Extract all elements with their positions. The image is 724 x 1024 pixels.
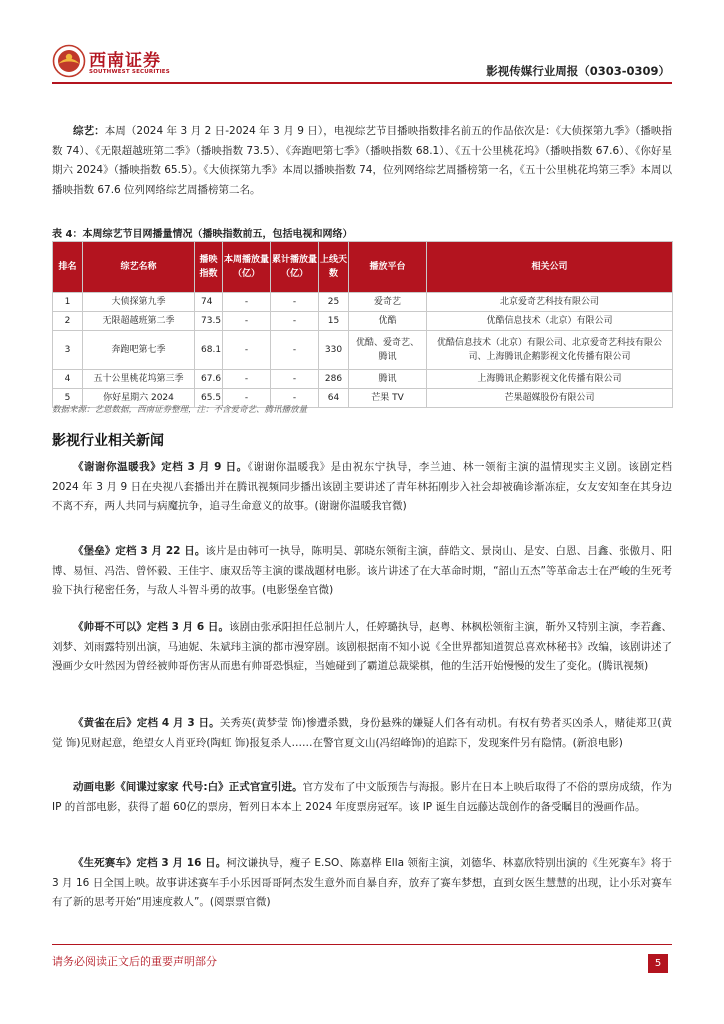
cell-total-views: - [271,370,319,389]
news-title: 动画电影《间谍过家家 代号:白》正式官宣引进。 [73,781,303,793]
table-row [53,370,673,389]
news-title: 《黄雀在后》定档 4 月 3 日。 [73,717,220,729]
brand-name-en: SOUTHWEST SECURITIES [89,69,170,75]
news-item [52,618,672,677]
cell-company: 优酷信息技术（北京）有限公司、北京爱奇艺科技有限公司、上海腾讯企鹅影视文化传播有限公司 [427,331,673,370]
footer-divider [52,944,672,945]
news-title: 《堡垒》定档 3 月 22 日。 [73,545,206,557]
col-header-total-views: 累计播放量（亿） [271,242,319,293]
table-row [53,312,673,331]
cell-weekly-views: - [223,389,271,408]
col-header-show-name: 综艺名称 [83,242,195,293]
cell-platform: 优酷 [349,312,427,331]
report-title: 影视传媒行业周报（0303-0309） [486,64,670,78]
southwest-securities-logo-icon [52,44,86,78]
cell-total-views: - [271,389,319,408]
cell-index: 65.5 [195,389,223,408]
col-header-rank: 排名 [53,242,83,293]
cell-rank: 4 [53,370,83,389]
section-title: 影视行业相关新闻 [52,433,164,449]
cell-show-name: 无限超越班第二季 [83,312,195,331]
cell-total-views: - [271,331,319,370]
table-header-row [53,242,673,293]
cell-platform: 优酷、爱奇艺、腾讯 [349,331,427,370]
news-body: 柯汶谦执导，瘦子 E.SO、陈嘉桦 Ella 领衔主演，刘德华、林嘉欣特别出演的《生死赛车》将于 3 月 16 日全国上映。故事讲述赛车手小乐因哥哥阿杰发生意外而自暴自弃，放弃了赛车梦想，直到女医生慧慧的出现，让小乐对赛车有了新的思考开始“用速度救人”。(阅票票官微) [52,857,672,908]
cell-platform: 爱奇艺 [349,293,427,312]
cell-days: 330 [319,331,349,370]
cell-index: 67.6 [195,370,223,389]
table-caption: 表 4：本周综艺节目网播量情况（播映指数前五，包括电视和网络） [52,229,353,240]
news-item [52,542,672,601]
cell-company: 优酷信息技术（北京）有限公司 [427,312,673,331]
cell-show-name: 奔跑吧第七季 [83,331,195,370]
news-title: 《帅哥不可以》定档 3 月 6 日。 [73,621,230,633]
footer-disclaimer: 请务必阅读正文后的重要声明部分 [52,955,217,968]
col-header-platform: 播放平台 [349,242,427,293]
cell-index: 73.5 [195,312,223,331]
cell-weekly-views: - [223,331,271,370]
col-header-index: 播映指数 [195,242,223,293]
table-source-note: 数据来源：艺恩数据，西南证券整理，注：不含爱奇艺、腾讯播放量 [52,405,308,415]
variety-table [52,241,672,408]
col-header-weekly-views: 本周播放量（亿） [223,242,271,293]
cell-rank: 3 [53,331,83,370]
cell-show-name: 五十公里桃花坞第三季 [83,370,195,389]
page-number: 5 [648,954,668,973]
cell-rank: 1 [53,293,83,312]
variety-paragraph [52,122,672,200]
table-row [53,293,673,312]
news-body: 官方发布了中文版预告与海报。影片在日本上映后取得了不俗的票房成绩，作为 IP 的首部电影，获得了超 60亿的票房，暂列日本本上 2024 年度票房冠军。该 IP 诞生自远藤达哉创作的备受瞩目的漫画作品。 [52,781,672,813]
news-item [52,714,672,753]
cell-rank: 2 [53,312,83,331]
cell-index: 74 [195,293,223,312]
news-body: 该剧由张承阳担任总制片人，任婷璐执导，赵粤、林枫松领衔主演，靳外又特别主演，李若鑫、刘梦、刘雨露特别出演，马迪妮、朱斌玮主演的都市漫穿剧。该剧根据南不知小说《全世界都知道贺总喜欢林秘书》改编，该剧讲述了漫画少女叶然因为曾经被帅哥伤害从而患有帅哥恐惧症，当她碰到了霸道总裁梁棋，他的生活开始慢慢的发生了变化。(腾讯视频) [52,621,673,672]
cell-index: 68.1 [195,331,223,370]
cell-company: 上海腾讯企鹅影视文化传播有限公司 [427,370,673,389]
cell-weekly-views: - [223,312,271,331]
news-body: 《谢谢你温暖我》是由祝东宁执导，李兰迪、林一领衔主演的温情现实主义剧。该剧定档 2024 年 3 月 9 日在央视八套播出并在腾讯视频同步播出该剧主要讲述了青年林拓刚步入社会却被确诊渐冻症，女友安知奎在其身边不离不弃，两人共同与病魔抗争，追寻生命意义的故事。(谢谢你温暖我官微) [52,461,672,512]
cell-weekly-views: - [223,370,271,389]
news-item [52,854,672,913]
col-header-company: 相关公司 [427,242,673,293]
brand-name-cn: 西南证券 [89,51,161,71]
news-title: 《生死赛车》定档 3 月 16 日。 [73,857,227,869]
variety-text: 本周（2024 年 3 月 2 日-2024 年 3 月 9 日），电视综艺节目播映指数排名前五的作品依次是：《大侦探第九季》（播映指数 74）、《无限超越班第二季》（播映指数 73.5）、《奔跑吧第七季》（播映指数 68.1）、《五十公里桃花坞》（播映指数 67.6）、《你好星期六 2024》（播映指数 65.5）。《大侦探第九季》本周以播映指数 74，位列网络综艺周播榜第一名，《五十公里桃花坞第三季》本周以播映指数 67.6 位列网络综艺周播榜第二名。 [52,125,672,196]
cell-days: 15 [319,312,349,331]
cell-days: 25 [319,293,349,312]
page-header [0,0,724,82]
header-divider [52,82,672,84]
news-body: 该片是由韩可一执导，陈明昊、郭晓东领衔主演，薛皓文、景岗山、是安、白恩、吕鑫、张傲月、阳博、易恒、冯浩、曾怀毅、王佳宇、康双岳等主演的谍战题材电影。该片讲述了在大革命时期，“韶山五杰”等革命志士在严峻的生死考验下执行秘密任务，与敌人斗智斗勇的故事。(电影堡垒官微) [52,545,672,596]
cell-weekly-views: - [223,293,271,312]
table-row [53,331,673,370]
cell-company: 芒果超媒股份有限公司 [427,389,673,408]
cell-show-name: 大侦探第九季 [83,293,195,312]
news-item [52,458,672,517]
cell-days: 286 [319,370,349,389]
cell-rank: 5 [53,389,83,408]
variety-label: 综艺： [73,125,105,137]
cell-show-name: 你好星期六 2024 [83,389,195,408]
col-header-days: 上线天数 [319,242,349,293]
news-body: 关秀英(黄梦莹 饰)惨遭杀戮，身份悬殊的嫌疑人们各有动机。有权有势者买凶杀人，赌徒郑卫(黄觉 饰)见财起意，绝望女人肖亚玲(陶虹 饰)报复杀人……在警官夏文山(冯绍峰饰)的追踪下，发现案件另有隐情。(新浪电影) [52,717,672,749]
cell-platform: 腾讯 [349,370,427,389]
cell-total-views: - [271,312,319,331]
cell-platform: 芒果 TV [349,389,427,408]
news-title: 《谢谢你温暖我》定档 3 月 9 日。 [73,461,248,473]
cell-company: 北京爱奇艺科技有限公司 [427,293,673,312]
cell-days: 64 [319,389,349,408]
cell-total-views: - [271,293,319,312]
news-item [52,778,672,817]
